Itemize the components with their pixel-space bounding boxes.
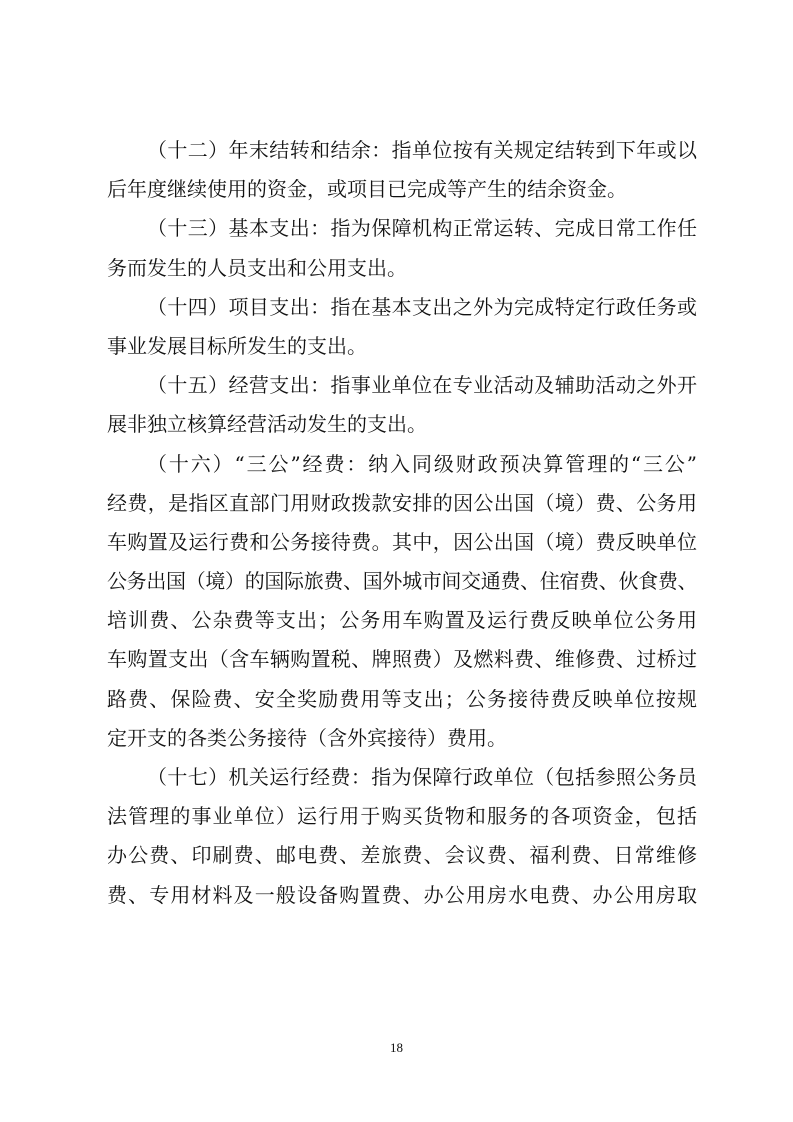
- text-line: 路费、保险费、安全奖励费用等支出；公务接待费反映单位按规: [107, 686, 697, 711]
- text-line: 法管理的事业单位）运行用于购买货物和服务的各项资金，包括: [107, 804, 697, 829]
- text-line: 培训费、公杂费等支出；公务用车购置及运行费反映单位公务用: [107, 608, 697, 633]
- text-line: （十二）年末结转和结余：指单位按有关规定结转到下年或以: [147, 138, 697, 162]
- body-text: [107, 131, 697, 915]
- page-number: 18: [390, 1040, 403, 1055]
- text-line: 经费，是指区直部门用财政拨款安排的因公出国（境）费、公务用: [107, 490, 697, 515]
- text-line: 公务出国（境）的国际旅费、国外城市间交通费、住宿费、伙食费、: [107, 569, 697, 594]
- text-line: 车购置支出（含车辆购置税、牌照费）及燃料费、维修费、过桥过: [107, 647, 697, 672]
- text-line: 办公费、印刷费、邮电费、差旅费、会议费、福利费、日常维修: [107, 843, 697, 868]
- text-line: 展非独立核算经营活动发生的支出。: [107, 412, 427, 437]
- text-line: 定开支的各类公务接待（含外宾接待）费用。: [107, 725, 507, 750]
- text-line: （十三）基本支出：指为保障机构正常运转、完成日常工作任: [147, 216, 697, 241]
- text-line: （十五）经营支出：指事业单位在专业活动及辅助活动之外开: [147, 373, 697, 398]
- text-line: 后年度继续使用的资金，或项目已完成等产生的结余资金。: [107, 177, 627, 202]
- text-line: （十六）“三公”经费：纳入同级财政预决算管理的“三公”: [147, 451, 697, 476]
- text-line: 事业发展目标所发生的支出。: [107, 333, 367, 358]
- text-line: 费、专用材料及一般设备购置费、办公用房水电费、办公用房取: [107, 882, 697, 907]
- text-line: 务而发生的人员支出和公用支出。: [107, 255, 407, 280]
- text-line: （十四）项目支出：指在基本支出之外为完成特定行政任务或: [147, 294, 697, 319]
- text-line: （十七）机关运行经费：指为保障行政单位（包括参照公务员: [147, 765, 697, 789]
- text-line: 车购置及运行费和公务接待费。其中，因公出国（境）费反映单位: [107, 529, 697, 554]
